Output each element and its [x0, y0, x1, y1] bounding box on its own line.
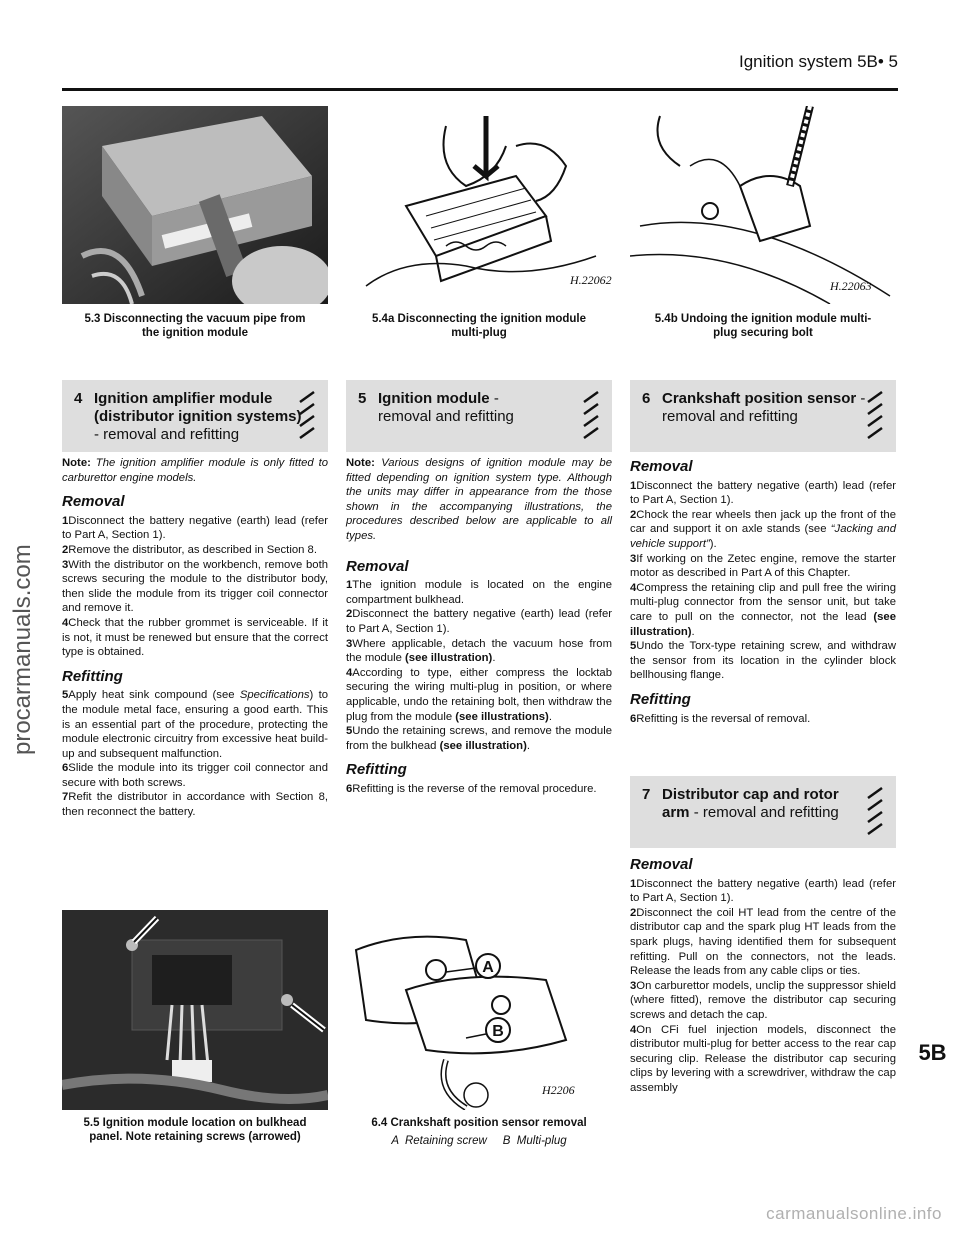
section-number: 7 [642, 786, 651, 803]
paragraph: 6Slide the module into its trigger coil connector and secure with both screws. [62, 762, 328, 789]
removal-heading: Removal [346, 557, 409, 575]
caption-line: the ignition module [141, 327, 249, 339]
paragraph: 7Refit the distributor in accordance with Section 8, then reconnect the battery. [62, 791, 328, 819]
paragraph: 4According to type, either compress the locktab securing the wiring multi-plug in position, or where applicable, undo the retaining bolt, then withdraw the plug from the module (see illustrations). [346, 666, 612, 723]
section-title-bold: arm [662, 804, 690, 821]
paragraph: 2Disconnect the coil HT lead from the centre of the distributor cap and the spark plug HT leads from the spark plugs, having identified them for subsequent refitting. Pull on the connectors, not the leads. Release the leads from any cable clips or ties. [630, 906, 896, 978]
paragraph: 4On CFi fuel injection models, disconnect the distributor multi-plug for better access to the rear cap securing clip. Release the distributor cap securing clips by levering with a screwdriver, withdraw the cap assembly [630, 1023, 896, 1094]
paragraph: 5Undo the retaining screws, and remove the module from the bulkhead (see illustration). [346, 725, 612, 752]
figure-5-4b-drawing [630, 106, 896, 304]
section-5-header [346, 380, 612, 452]
section-title [378, 390, 514, 426]
section-6-body [630, 456, 896, 726]
paragraph: 4Check that the rubber grommet is serviceable. If it is not, it must be renewed but ensure that the correct type is obtained. [62, 616, 328, 659]
difficulty-spanner-icon [580, 388, 602, 444]
caption-line: 5.4b Undoing the ignition module multi- [654, 313, 872, 325]
side-watermark-text: procarmanuals.com [9, 544, 36, 755]
figure-ref-text: H.22063 [830, 279, 872, 293]
paragraph: 3If working on the Zetec engine, remove the starter motor as described in Part A of this Chapter. [630, 552, 896, 580]
figure-caption [346, 1116, 612, 1148]
paragraph: 2Disconnect the battery negative (earth) lead (refer to Part A, Section 1). [346, 608, 612, 635]
section-note [346, 456, 612, 544]
caption-line: 5.5 Ignition module location on bulkhead [83, 1117, 307, 1129]
section-title-rest: removal and refitting [378, 408, 514, 425]
figure-5-5-photo [62, 910, 328, 1110]
callout-a-label: A [482, 959, 494, 976]
paragraph: 1Disconnect the battery negative (earth) lead (refer to Part A, Section 1). [630, 877, 896, 905]
section-4-body [62, 456, 328, 820]
figure-caption [62, 1116, 328, 1144]
paragraph: 4Compress the retaining clip and pull free the wiring multi-plug connector from the sensor unit, but take care to pull on the connector, not the lead (see illustration). [630, 581, 896, 638]
section-number: 4 [74, 390, 83, 407]
figure-caption [630, 312, 896, 340]
paragraph: 2Remove the distributor, as described in Section 8. [62, 543, 317, 556]
caption-line: 5.4a Disconnecting the ignition module [371, 313, 587, 325]
header-rule [62, 88, 898, 91]
section-title [662, 786, 839, 822]
removal-heading: Removal [62, 493, 125, 511]
paragraph: 1Disconnect the battery negative (earth) lead (refer to Part A, Section 1). [630, 479, 896, 507]
section-title [662, 390, 865, 426]
section-title-bold: Distributor cap and rotor [662, 786, 839, 803]
paragraph: 6Refitting is the reverse of the removal procedure. [346, 782, 597, 795]
section-7-body [630, 852, 896, 1096]
refitting-heading: Refitting [62, 667, 123, 685]
section-title-rest: - [856, 390, 866, 407]
caption-line: panel. Note retaining screws (arrowed) [89, 1131, 301, 1143]
page-header-title: Ignition system 5B• 5 [738, 52, 898, 71]
caption-line: plug securing bolt [713, 327, 813, 339]
section-title-bold: (distributor ignition systems) [94, 408, 302, 425]
section-tab: 5B [905, 1022, 960, 1084]
figure-caption [346, 312, 612, 340]
section-6-header [630, 380, 896, 452]
figure-ref-text: H2206 [542, 1083, 575, 1097]
section-note [62, 456, 328, 485]
removal-heading: Removal [630, 458, 693, 475]
section-title-rest: - removal and refitting [689, 804, 839, 821]
caption-line: multi-plug [451, 327, 507, 339]
figure-5-4a-drawing [346, 106, 612, 304]
paragraph: 5Undo the Torx-type retaining screw, and withdraw the sensor from its location in the cylinder block bellhousing flange. [630, 640, 896, 682]
section-title-bold: Ignition amplifier module [94, 390, 273, 407]
note-text: Various designs of ignition module may be fitted depending on ignition system type. Although the units may differ in appearance from the those shown in the accompanying illustrations, the procedures described below are applicable to all types. [346, 457, 612, 542]
figure-5-3-photo [62, 106, 328, 304]
refitting-heading: Refitting [630, 690, 691, 708]
paragraph: 2Chock the rear wheels then jack up the front of the car and support it on axle stands (see “Jacking and vehicle support”). [630, 508, 896, 550]
difficulty-spanner-icon [864, 388, 886, 444]
side-watermark [0, 400, 40, 760]
section-number: 6 [642, 390, 651, 407]
section-title [94, 390, 302, 444]
callout-b-label: B [492, 1023, 504, 1040]
figure-legend: A Retaining screw B Multi-plug [391, 1135, 567, 1147]
difficulty-spanner-icon [296, 388, 318, 444]
paragraph: 6Refitting is the reversal of removal. [630, 712, 811, 725]
paragraph: 1Disconnect the battery negative (earth) lead (refer to Part A, Section 1). [62, 514, 328, 542]
removal-heading: Removal [630, 856, 693, 873]
caption-line: 6.4 Crankshaft position sensor removal [371, 1117, 587, 1129]
section-title-rest: - removal and refitting [94, 426, 240, 443]
paragraph: 3With the distributor on the workbench, remove both screws securing the module to the distributor body, then slide the module from its trigger coil connector and remove it. [62, 558, 328, 615]
refitting-heading: Refitting [346, 761, 407, 779]
footer-watermark: carmanualsonline.info [766, 1204, 942, 1223]
figure-ref-text: H.22062 [570, 273, 612, 287]
difficulty-spanner-icon [864, 784, 886, 840]
paragraph: 5Apply heat sink compound (see Specifications) to the module metal face, ensuring a good earth. This is an essential part of the procedure, protecting the module electronic circuitry from excessive heat build-up and subsequent malfunction. [62, 689, 328, 760]
section-7-header [630, 776, 896, 848]
paragraph: 3Where applicable, detach the vacuum hose from the module (see illustration). [346, 637, 612, 665]
section-number: 5 [358, 390, 367, 407]
section-title-rest: - [489, 390, 499, 407]
note-label: Note: [62, 457, 91, 469]
section-title-rest: removal and refitting [662, 408, 798, 425]
section-5-body [346, 456, 612, 796]
section-title-bold: Ignition module [378, 390, 490, 407]
paragraph: 1The ignition module is located on the engine compartment bulkhead. [346, 579, 612, 606]
figure-caption [62, 312, 328, 340]
section-title-bold: Crankshaft position sensor [662, 390, 857, 407]
figure-6-4-drawing [346, 910, 612, 1110]
caption-line: 5.3 Disconnecting the vacuum pipe from [84, 313, 306, 325]
section-4-header [62, 380, 328, 452]
note-label: Note: [346, 457, 375, 469]
paragraph: 3On carburettor models, unclip the suppressor shield (where fitted), remove the distributor cap securing screws and detach the cap. [630, 979, 896, 1021]
note-text: The ignition amplifier module is only fitted to carburettor engine models. [62, 457, 328, 484]
